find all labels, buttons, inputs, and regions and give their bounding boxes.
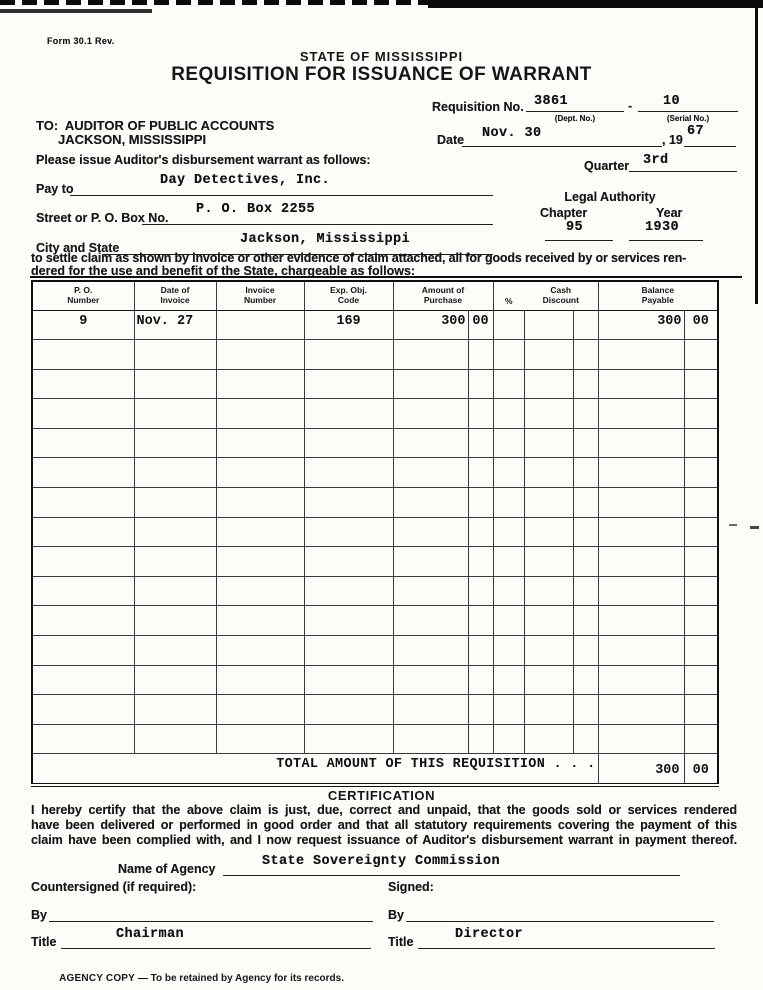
- legal-authority-title: Legal Authority: [564, 190, 656, 204]
- table-row-empty: [32, 488, 718, 518]
- date-year-value: 67: [687, 124, 705, 139]
- col-header-exp-obj-code: Exp. Obj. Code: [304, 281, 393, 310]
- cell-amount-cents: 00: [468, 310, 493, 340]
- table-row-empty: [32, 428, 718, 458]
- pay-to-value: Day Detectives, Inc.: [160, 173, 331, 188]
- serial-no-caption: (Serial No.): [666, 114, 710, 123]
- scan-speck-2: [750, 526, 759, 529]
- table-row-empty: [32, 369, 718, 399]
- quarter-line: [629, 171, 737, 172]
- cell-percent: [493, 310, 524, 340]
- addressee-line2: JACKSON, MISSISSIPPI: [58, 132, 207, 147]
- scan-speck-1: [729, 524, 737, 526]
- by-left-label: By: [31, 908, 47, 922]
- col-header-percent: %: [493, 281, 524, 310]
- table-row-empty: [32, 399, 718, 429]
- requisition-no-label: Requisition No.: [432, 100, 524, 114]
- table-row-empty: [32, 458, 718, 488]
- title-right-value: Director: [455, 927, 524, 942]
- date-label: Date: [437, 133, 465, 147]
- agency-name-value: State Sovereignty Commission: [262, 854, 501, 869]
- quarter-label: Quarter: [584, 159, 630, 173]
- table-row-empty: [32, 576, 718, 606]
- col-header-invoice-number: Invoice Number: [216, 281, 304, 310]
- requisition-separator: -: [628, 99, 633, 113]
- cell-exp-obj-code: 169: [304, 310, 393, 340]
- pay-to-line: [70, 195, 493, 196]
- city-state-label: City and State: [36, 241, 120, 255]
- year-line: [629, 240, 703, 241]
- pay-to-label: Pay to: [36, 182, 74, 196]
- instruction-text: Please issue Auditor's disbursement warrant as follows:: [36, 153, 371, 167]
- table-row-empty: [32, 606, 718, 636]
- by-right-label: By: [388, 908, 404, 922]
- table-row-empty: [32, 695, 718, 725]
- col-header-date-of-invoice: Date of Invoice: [134, 281, 216, 310]
- chapter-label: Chapter: [540, 206, 588, 220]
- quarter-value: 3rd: [643, 153, 669, 168]
- page-title: REQUISITION FOR ISSUANCE OF WARRANT: [171, 64, 592, 85]
- by-left-line: [49, 921, 373, 922]
- requisition-serial-no-value: 10: [663, 94, 681, 109]
- agency-copy-label: AGENCY COPY: [59, 973, 136, 984]
- table-total-row: [32, 754, 718, 785]
- line-item-table: [31, 280, 719, 787]
- table-header-row: [32, 281, 718, 310]
- cell-balance: 300: [598, 310, 684, 340]
- certification-title: CERTIFICATION: [327, 788, 436, 803]
- total-amount-cents: 00: [684, 754, 718, 785]
- street-line: [142, 224, 493, 225]
- year-value: 1930: [645, 220, 680, 235]
- scan-edge-top-right: [428, 0, 763, 8]
- requisition-dept-line: [526, 111, 624, 112]
- certification-line3: claim have been complied with, and I now request issuance of Auditor's disbursement warrant in payment thereof.: [31, 833, 737, 847]
- street-label: Street or P. O. Box No.: [36, 211, 169, 225]
- chapter-line: [545, 240, 613, 241]
- table-row-empty: [32, 724, 718, 754]
- date-year-prefix: , 19: [662, 133, 683, 147]
- title-right-label: Title: [388, 935, 414, 949]
- signed-label: Signed:: [388, 880, 434, 894]
- title-left-value: Chairman: [116, 927, 185, 942]
- settle-clause-line1: to settle claim as shown by invoice or other evidence of claim attached, all for goods received by or services ren-: [31, 251, 687, 265]
- certification-line2: have been delivered or performed in good order and that all statutory requirements covering the payment of this: [31, 818, 737, 832]
- cell-discount-cents: [573, 310, 598, 340]
- dept-no-caption: (Dept. No.): [554, 114, 596, 123]
- table-row-empty: [32, 547, 718, 577]
- title-left-line: [61, 948, 371, 949]
- requisition-serial-line: [638, 111, 738, 112]
- agency-name-line: [223, 875, 680, 876]
- cell-invoice-number: [216, 310, 304, 340]
- requisition-dept-no-value: 3861: [534, 94, 569, 109]
- date-line: [462, 146, 662, 147]
- col-header-amount-of-purchase: Amount of Purchase: [393, 281, 493, 310]
- chapter-value: 95: [566, 220, 584, 235]
- cell-date-of-invoice: Nov. 27: [134, 310, 216, 340]
- table-row: [32, 310, 718, 340]
- table-row-empty: [32, 665, 718, 695]
- scan-smudge-top-left: [0, 9, 152, 13]
- state-title: STATE OF MISSISSIPPI: [299, 49, 464, 64]
- table-row-empty: [32, 517, 718, 547]
- settle-clause-line2: dered for the use and benefit of the State, chargeable as follows:: [31, 264, 416, 278]
- city-state-value: Jackson, Mississippi: [240, 232, 411, 247]
- col-header-cash-discount: Cash Discount: [524, 281, 598, 310]
- year-label: Year: [656, 206, 683, 220]
- cell-po-number: 9: [32, 310, 134, 340]
- col-header-po-number: P. O. Number: [32, 281, 134, 310]
- title-right-line: [418, 948, 715, 949]
- col-header-balance-payable: Balance Payable: [598, 281, 718, 310]
- by-right-line: [406, 921, 714, 922]
- footer-note: [48, 962, 344, 990]
- agency-copy-note: — To be retained by Agency for its records.: [135, 973, 344, 984]
- form-number: Form 30.1 Rev.: [47, 36, 115, 46]
- date-value: Nov. 30: [482, 126, 542, 141]
- cell-balance-cents: 00: [684, 310, 718, 340]
- table-body: [32, 310, 718, 754]
- table-row-empty: [32, 636, 718, 666]
- cell-discount: [524, 310, 573, 340]
- countersigned-label: Countersigned (if required):: [31, 880, 197, 894]
- title-left-label: Title: [31, 935, 57, 949]
- total-label: TOTAL AMOUNT OF THIS REQUISITION . . .: [32, 754, 598, 785]
- certification-line1: I hereby certify that the above claim is just, due, correct and unpaid, that the goods sold or services rendered: [31, 803, 737, 817]
- cell-amount: 300: [393, 310, 468, 340]
- addressee-line1: TO: AUDITOR OF PUBLIC ACCOUNTS: [36, 118, 275, 133]
- table-row-empty: [32, 340, 718, 370]
- section-rule: [30, 276, 742, 278]
- street-value: P. O. Box 2255: [196, 202, 316, 217]
- total-amount: 300: [598, 754, 684, 785]
- date-year-line: [684, 146, 736, 147]
- agency-name-label: Name of Agency: [118, 862, 216, 876]
